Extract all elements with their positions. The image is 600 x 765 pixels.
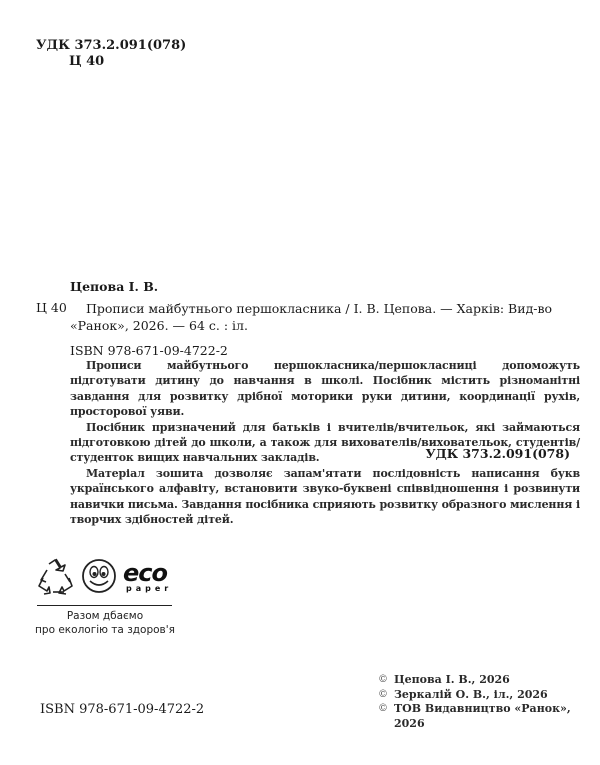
isbn-footer: ISBN 978-671-09-4722-2 [40, 702, 205, 717]
udk-block-top [36, 38, 186, 70]
biblio-line-1: Прописи майбутнього першокласника / І. В. Цепова. — Харків: Вид-во [86, 301, 553, 316]
annotation-paragraph: Посібник призначений для батьків і вчителів/вчительок, які займаються підготовкою дітей до школи, а також для вихователів/виховательок, студентів/студенток вищих навчальних закладів. [70, 420, 580, 465]
biblio-line-2: «Ранок», 2026. — 64 с. : іл. [70, 318, 248, 333]
copyright-line [378, 688, 600, 703]
annotation-paragraph: Матеріал зошита дозволяє запам'ятати послідовність написання букв українського алфавіту, встановити звуко-буквені співвідношення і розвинути навички письма. Завдання посібника сприяють розвитку образного мислення і творчих здібностей дітей. [70, 466, 580, 527]
cutter-number-left: Ц 40 [36, 300, 67, 315]
eco-paper-logo [123, 559, 173, 593]
copyright-block [378, 673, 600, 731]
udk-code: УДК 373.2.091(078) [36, 38, 187, 53]
eco-paper-badge [35, 555, 185, 637]
annotation-paragraph: Прописи майбутнього першокласника/першокласниці допоможуть підготувати дитину до навчання в школі. Посібник містить різноманітні завдання для розвитку дрібної моторики руки дитини, координації рухів, просторової уяви. [70, 359, 580, 419]
copyright-line [378, 673, 600, 688]
annotation [70, 358, 580, 527]
eco-caption-line-1: Разом дбаємо [66, 610, 144, 622]
cutter-number: Ц 40 [69, 54, 105, 69]
copyright-text: Цепова І. В., 2026 [394, 673, 510, 686]
bibliographic-description [70, 300, 570, 334]
author-heading: Цепова І. В. [70, 279, 159, 294]
copyright-icon: © [378, 688, 388, 700]
recycle-icon [35, 556, 75, 600]
copyright-icon: © [378, 674, 388, 685]
udk-code-right: УДК 373.2.091(078) [425, 446, 570, 461]
eco-word: eco [123, 559, 167, 587]
copyright-text: ТОВ Видавництво «Ранок», 2026 [394, 702, 571, 730]
copyright-text: Зеркалій О. В., іл., 2026 [394, 687, 548, 701]
copyright-line [378, 702, 600, 731]
isbn-record: ISBN 978-671-09-4722-2 [70, 343, 228, 358]
eco-caption-line-2: про екологію та здоров'я [35, 624, 175, 636]
copyright-icon: © [378, 703, 388, 714]
eco-icons-row [35, 555, 185, 600]
smiley-face-icon [81, 558, 117, 598]
eco-caption [35, 609, 175, 637]
divider [37, 605, 172, 606]
paper-word: paper [126, 584, 173, 593]
